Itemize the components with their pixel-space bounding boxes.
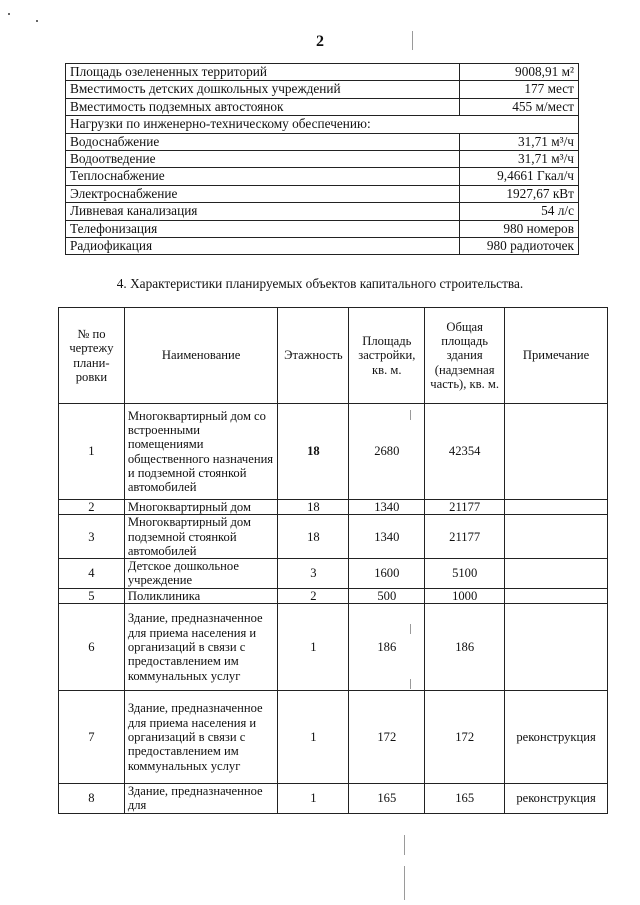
object-total-area: 21177 xyxy=(425,500,505,515)
header-note: Примечание xyxy=(505,308,608,404)
summary-label: Водоотведение xyxy=(66,151,460,168)
summary-label: Площадь озелененных территорий xyxy=(66,64,460,81)
object-floors: 18 xyxy=(278,515,349,559)
summary-table xyxy=(65,63,579,255)
object-note: реконструкция xyxy=(505,691,608,784)
header-floors: Этажность xyxy=(278,308,349,404)
summary-label: Электроснабжение xyxy=(66,185,460,202)
section-heading: 4. Характеристики планируемых объектов капитального строительства. xyxy=(116,276,524,291)
summary-label: Телефонизация xyxy=(66,220,460,237)
header-num: № по чертежу плани-ровки xyxy=(59,308,125,404)
summary-value: 1927,67 кВт xyxy=(460,185,579,202)
summary-row xyxy=(66,203,579,220)
object-name: Здание, предназначенное для xyxy=(124,784,278,814)
object-total-area: 21177 xyxy=(425,515,505,559)
object-footprint: 1600 xyxy=(349,559,425,589)
object-num: 2 xyxy=(59,500,125,515)
object-note xyxy=(505,500,608,515)
header-name: Наименование xyxy=(124,308,278,404)
summary-label: Радиофикация xyxy=(66,238,460,255)
object-note xyxy=(505,559,608,589)
summary-label: Ливневая канализация xyxy=(66,203,460,220)
table-row xyxy=(59,559,608,589)
summary-label: Вместимость детских дошкольных учреждений xyxy=(66,81,460,98)
summary-label: Водоснабжение xyxy=(66,133,460,150)
object-footprint: 2680 xyxy=(349,404,425,500)
object-footprint: 186 xyxy=(349,604,425,691)
object-name: Здание, предназначенное для приема населения и организаций в связи с предоставлением им коммунальных услуг xyxy=(124,604,278,691)
object-footprint: 1340 xyxy=(349,500,425,515)
object-num: 3 xyxy=(59,515,125,559)
object-note xyxy=(505,404,608,500)
page-number: 2 xyxy=(316,33,324,50)
object-floors: 1 xyxy=(278,604,349,691)
table-row xyxy=(59,404,608,500)
object-num: 5 xyxy=(59,588,125,603)
summary-row xyxy=(66,185,579,202)
object-name: Многоквартирный дом xyxy=(124,500,278,515)
header-total-area: Общая площадь здания (надземная часть), кв. м. xyxy=(425,308,505,404)
scan-mark xyxy=(404,835,405,855)
object-floors: 18 xyxy=(278,500,349,515)
summary-value: 54 л/с xyxy=(460,203,579,220)
object-note xyxy=(505,515,608,559)
object-total-area: 165 xyxy=(425,784,505,814)
object-name: Многоквартирный дом подземной стоянкой автомобилей xyxy=(124,515,278,559)
object-footprint: 165 xyxy=(349,784,425,814)
summary-value: 455 м/мест xyxy=(460,98,579,115)
object-num: 6 xyxy=(59,604,125,691)
summary-value: 31,71 м³/ч xyxy=(460,133,579,150)
object-total-area: 186 xyxy=(425,604,505,691)
object-total-area: 5100 xyxy=(425,559,505,589)
object-num: 4 xyxy=(59,559,125,589)
summary-label: Вместимость подземных автостоянок xyxy=(66,98,460,115)
object-num: 8 xyxy=(59,784,125,814)
object-total-area: 172 xyxy=(425,691,505,784)
summary-value: 980 номеров xyxy=(460,220,579,237)
table-row xyxy=(59,588,608,603)
table-row xyxy=(59,500,608,515)
object-total-area: 1000 xyxy=(425,588,505,603)
summary-value: 9,4661 Гкал/ч xyxy=(460,168,579,185)
scan-speck xyxy=(36,20,38,22)
summary-row xyxy=(66,116,579,133)
object-name: Детское дошкольное учреждение xyxy=(124,559,278,589)
summary-row xyxy=(66,98,579,115)
summary-section-label: Нагрузки по инженерно-техническому обеспечению: xyxy=(66,116,579,133)
object-footprint: 1340 xyxy=(349,515,425,559)
table-row xyxy=(59,691,608,784)
scan-mark xyxy=(404,866,405,900)
summary-value: 177 мест xyxy=(460,81,579,98)
objects-table xyxy=(58,307,608,814)
summary-label: Теплоснабжение xyxy=(66,168,460,185)
object-floors: 3 xyxy=(278,559,349,589)
object-floors: 2 xyxy=(278,588,349,603)
object-num: 7 xyxy=(59,691,125,784)
object-floors: 1 xyxy=(278,784,349,814)
header-footprint: Площадь застройки, кв. м. xyxy=(349,308,425,404)
summary-row xyxy=(66,220,579,237)
object-note xyxy=(505,604,608,691)
table-row xyxy=(59,784,608,814)
summary-row xyxy=(66,168,579,185)
object-name: Многоквартирный дом со встроенными помещениями общественного назначения и подземной стоянкой автомобилей xyxy=(124,404,278,500)
summary-row xyxy=(66,238,579,255)
object-floors: 1 xyxy=(278,691,349,784)
summary-value: 9008,91 м² xyxy=(460,64,579,81)
summary-row xyxy=(66,81,579,98)
object-floors: 18 xyxy=(278,404,349,500)
object-name: Здание, предназначенное для приема населения и организаций в связи с предоставлением им коммунальных услуг xyxy=(124,691,278,784)
object-note xyxy=(505,588,608,603)
summary-value: 980 радиоточек xyxy=(460,238,579,255)
object-total-area: 42354 xyxy=(425,404,505,500)
object-name: Поликлиника xyxy=(124,588,278,603)
scan-speck xyxy=(8,13,10,15)
summary-row xyxy=(66,64,579,81)
summary-row xyxy=(66,133,579,150)
object-footprint: 500 xyxy=(349,588,425,603)
summary-row xyxy=(66,151,579,168)
table-row xyxy=(59,604,608,691)
table-row xyxy=(59,515,608,559)
object-num: 1 xyxy=(59,404,125,500)
object-note: реконструкция xyxy=(505,784,608,814)
object-footprint: 172 xyxy=(349,691,425,784)
summary-value: 31,71 м³/ч xyxy=(460,151,579,168)
